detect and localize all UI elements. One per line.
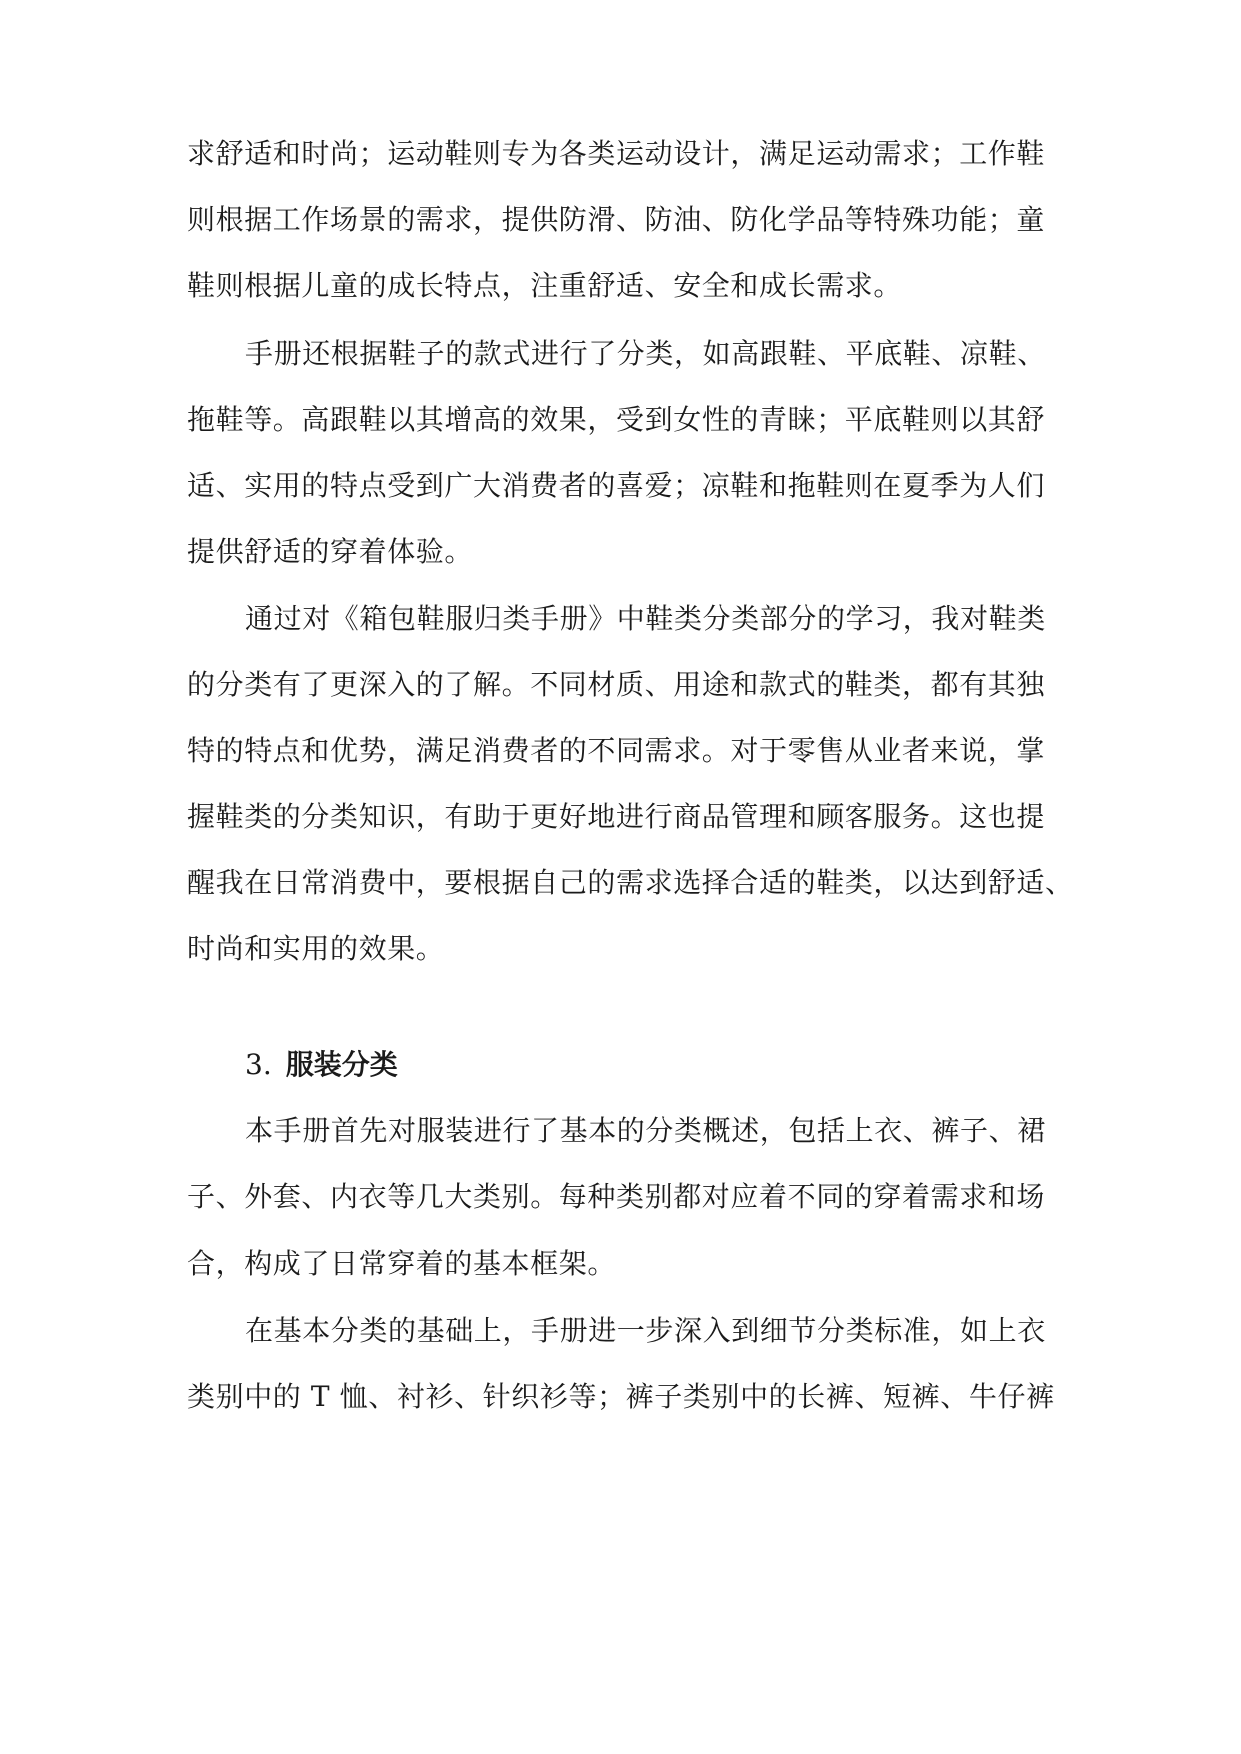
text-line: 求舒适和时尚；运动鞋则专为各类运动设计，满足运动需求；工作鞋 xyxy=(187,137,1046,170)
section-title: 服装分类 xyxy=(285,1048,398,1081)
section-heading xyxy=(245,1047,398,1083)
text-line: 手册还根据鞋子的款式进行了分类，如高跟鞋、平底鞋、凉鞋、 xyxy=(245,337,1046,370)
text-line: 时尚和实用的效果。 xyxy=(187,932,445,965)
text-line: 合，构成了日常穿着的基本框架。 xyxy=(187,1247,617,1280)
text-line: 提供舒适的穿着体验。 xyxy=(187,535,474,568)
text-line: 握鞋类的分类知识，有助于更好地进行商品管理和顾客服务。这也提 xyxy=(187,800,1046,833)
section-number: 3. xyxy=(245,1048,272,1081)
text-line: 通过对《箱包鞋服归类手册》中鞋类分类部分的学习，我对鞋类 xyxy=(245,602,1046,635)
text-line: 的分类有了更深入的了解。不同材质、用途和款式的鞋类，都有其独 xyxy=(187,668,1046,701)
text-line: 子、外套、内衣等几大类别。每种类别都对应着不同的穿着需求和场 xyxy=(187,1180,1046,1213)
text-line: 则根据工作场景的需求，提供防滑、防油、防化学品等特殊功能；童 xyxy=(187,203,1046,236)
text-line: 特的特点和优势，满足消费者的不同需求。对于零售从业者来说，掌 xyxy=(187,734,1046,767)
text-line: 拖鞋等。高跟鞋以其增高的效果，受到女性的青睐；平底鞋则以其舒 xyxy=(187,403,1046,436)
text-line: 适、实用的特点受到广大消费者的喜爱；凉鞋和拖鞋则在夏季为人们 xyxy=(187,469,1046,502)
text-line: 鞋则根据儿童的成长特点，注重舒适、安全和成长需求。 xyxy=(187,269,903,302)
text-line: 在基本分类的基础上，手册进一步深入到细节分类标准，如上衣 xyxy=(245,1314,1046,1347)
text-line: 类别中的 T 恤、衬衫、针织衫等；裤子类别中的长裤、短裤、牛仔裤 xyxy=(187,1380,1055,1413)
text-line: 醒我在日常消费中，要根据自己的需求选择合适的鞋类，以达到舒适、 xyxy=(187,866,1074,899)
text-line: 本手册首先对服装进行了基本的分类概述，包括上衣、裤子、裙 xyxy=(245,1114,1046,1147)
